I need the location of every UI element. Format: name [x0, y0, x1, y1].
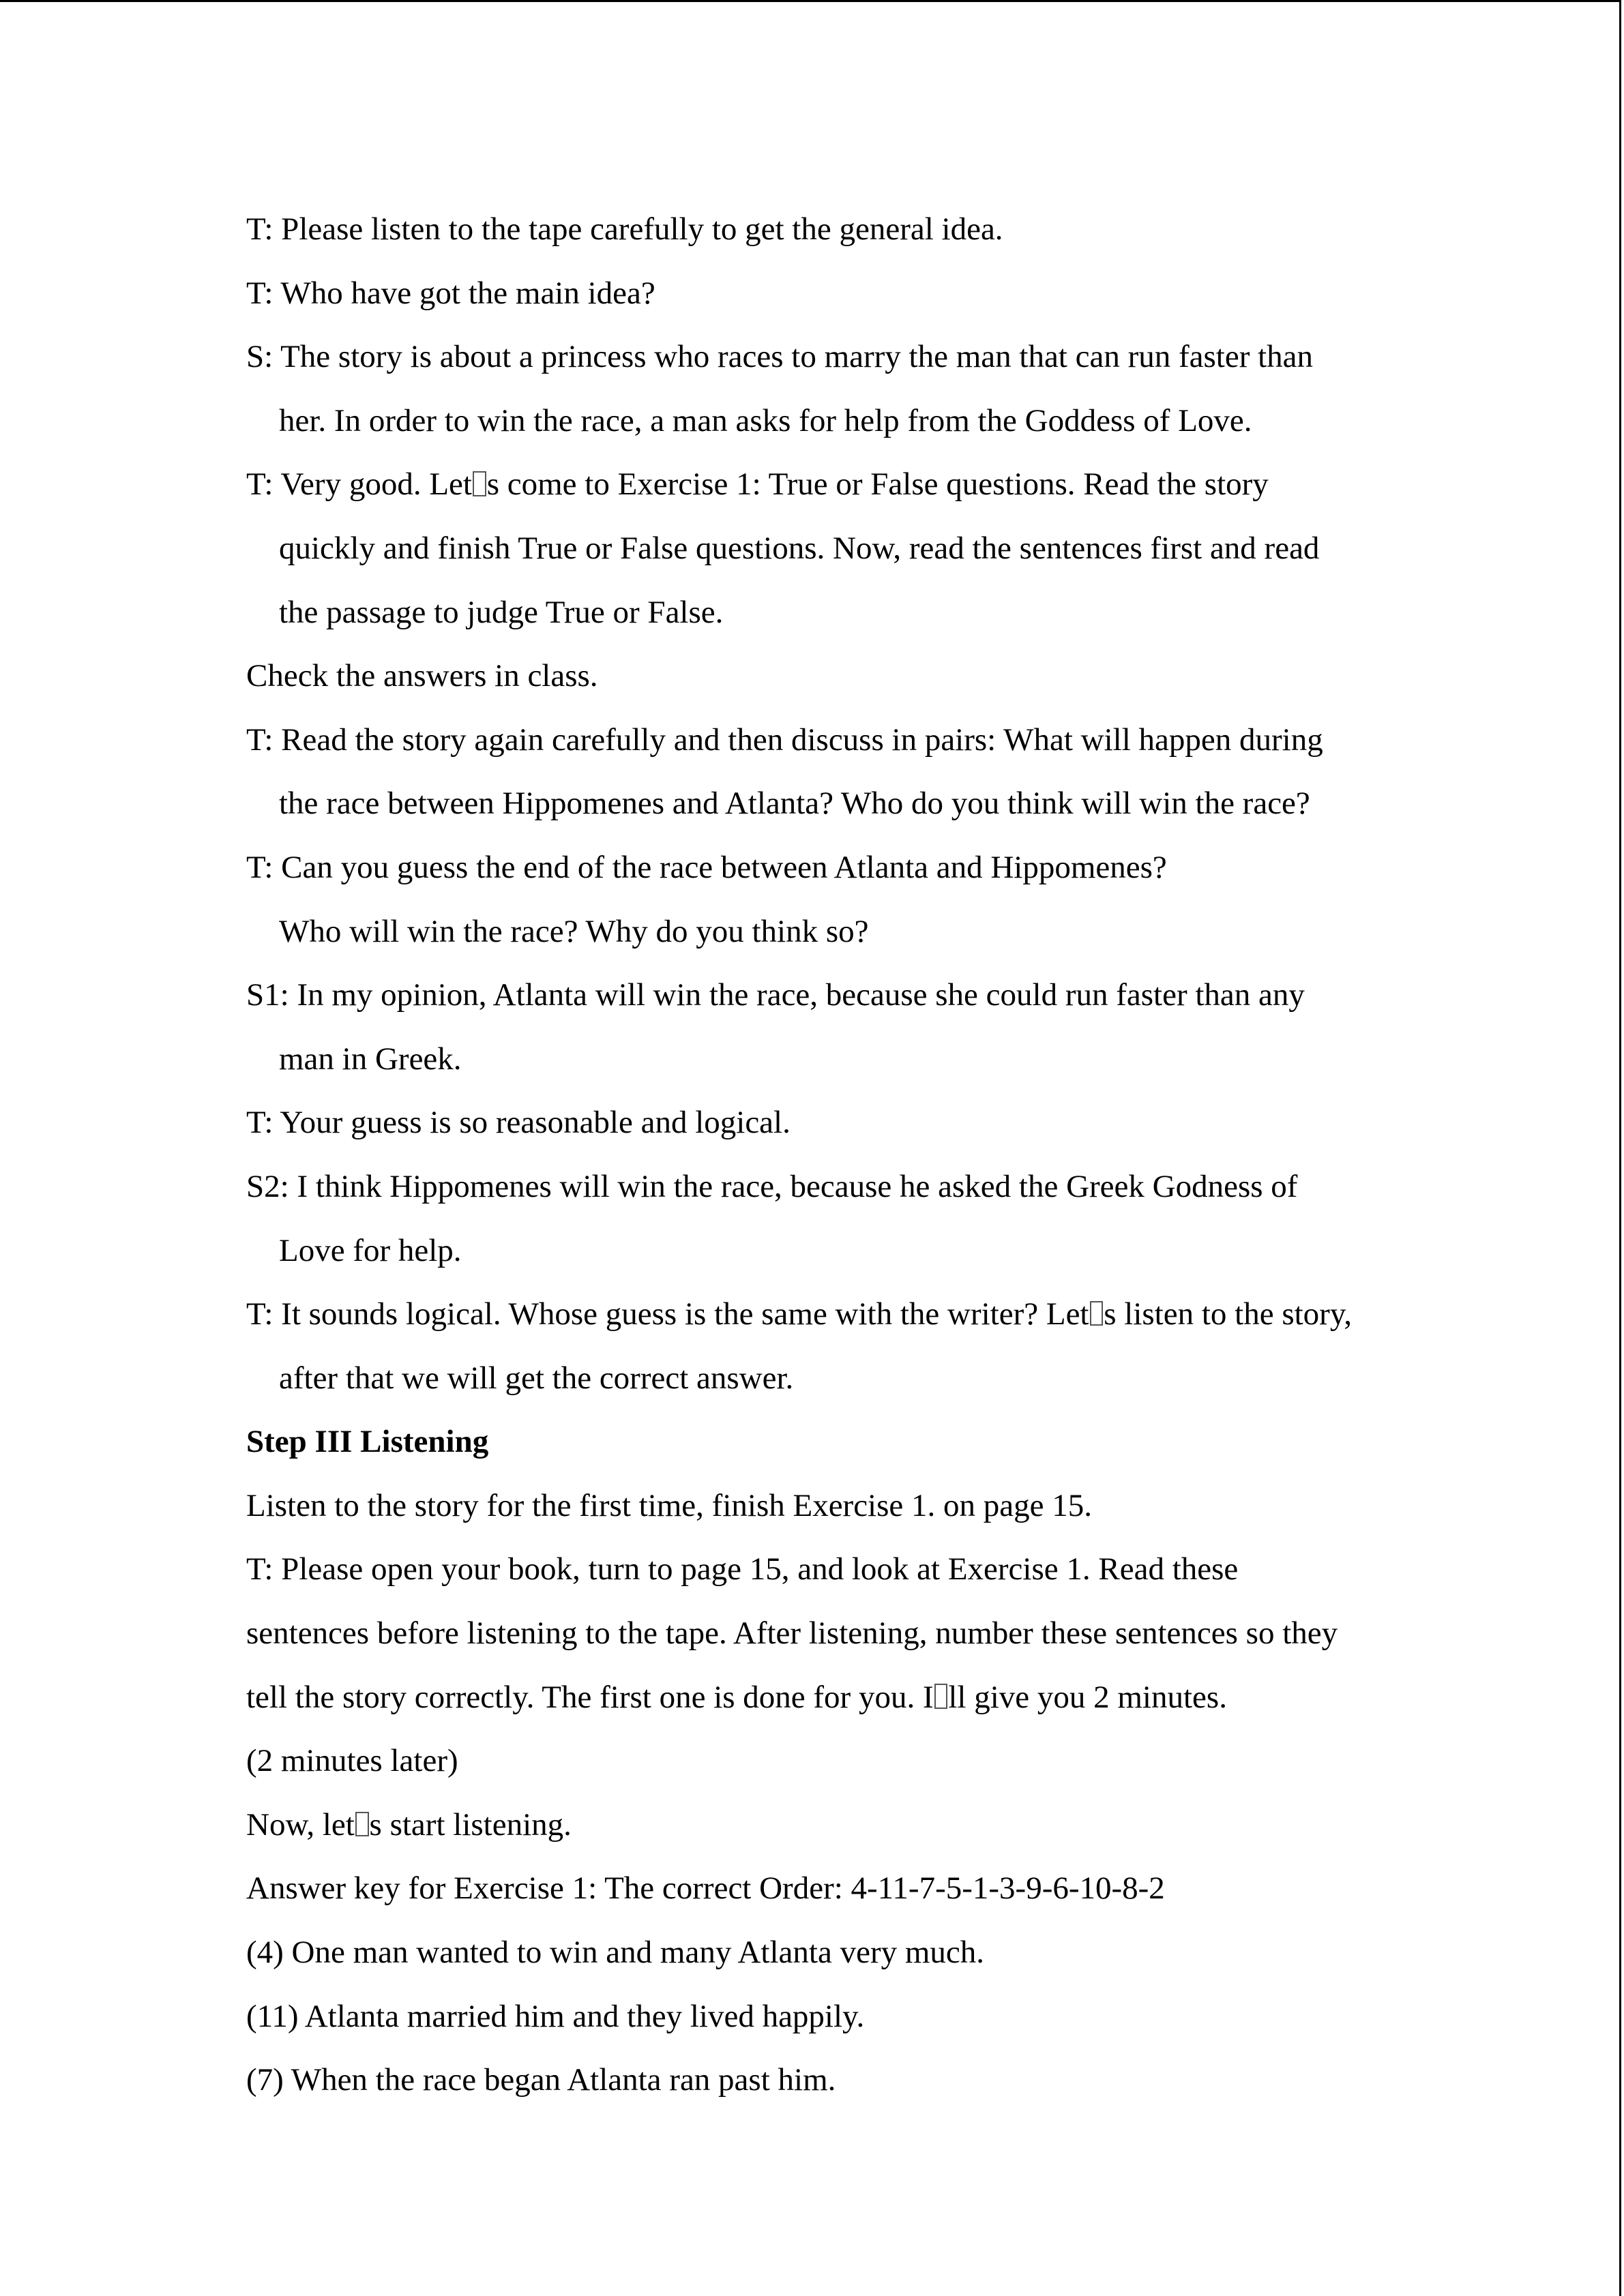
text-line: Listen to the story for the first time, finish Exercise 1. on page 15.	[246, 1487, 1092, 1523]
text-line: (4) One man wanted to win and many Atlanta very much.	[246, 1935, 985, 1971]
text-line: T: Can you guess the end of the race between Atlanta and Hippomenes?	[246, 849, 1167, 885]
text-line: Now, let s start listening.	[246, 1806, 572, 1843]
missing-glyph-box	[934, 1684, 948, 1709]
text-line: quickly and finish True or False questions. Now, read the sentences first and read	[279, 530, 1320, 566]
text-line: man in Greek.	[279, 1041, 462, 1077]
text-line: sentences before listening to the tape. After listening, number these sentences so they	[246, 1615, 1338, 1652]
text-line: the passage to judge True or False.	[279, 594, 724, 630]
text-line: Answer key for Exercise 1: The correct Order: 4-11-7-5-1-3-9-6-10-8-2	[246, 1870, 1165, 1907]
section-heading: Step III Listening	[246, 1424, 489, 1460]
text-line: the race between Hippomenes and Atlanta? Who do you think will win the race?	[279, 786, 1310, 822]
missing-glyph-box	[355, 1812, 369, 1837]
text-line: S1: In my opinion, Atlanta will win the race, because she could run faster than any	[246, 977, 1305, 1013]
text-line: T: Please listen to the tape carefully to get the general idea.	[246, 211, 1003, 247]
missing-glyph-box	[1090, 1301, 1104, 1326]
text-line: (11) Atlanta married him and they lived happily.	[246, 1998, 865, 2034]
text-line: tell the story correctly. The first one is done for you. I ll give you 2 minutes.	[246, 1679, 1227, 1715]
text-line: T: Your guess is so reasonable and logical.	[246, 1105, 791, 1141]
text-line: T: Very good. Let s come to Exercise 1: True or False questions. Read the story	[246, 466, 1269, 503]
document-body	[246, 198, 1419, 2113]
text-line: S2: I think Hippomenes will win the race, because he asked the Greek Godness of	[246, 1168, 1298, 1204]
text-line: Love for help.	[279, 1232, 462, 1268]
text-line: Check the answers in class.	[246, 658, 598, 694]
text-line: (7) When the race began Atlanta ran past him.	[246, 2062, 836, 2098]
text-line: (2 minutes later)	[246, 1743, 458, 1779]
text-line: Who will win the race? Why do you think so?	[279, 913, 869, 949]
text-line: after that we will get the correct answer.	[279, 1360, 794, 1396]
text-line: T: Please open your book, turn to page 15, and look at Exercise 1. Read these	[246, 1551, 1239, 1587]
text-line: T: Who have got the main idea?	[246, 275, 655, 311]
text-line: T: Read the story again carefully and then discuss in pairs: What will happen during	[246, 721, 1323, 758]
text-line: S: The story is about a princess who races to marry the man that can run faster than	[246, 339, 1314, 375]
missing-glyph-box	[473, 471, 486, 496]
text-line: T: It sounds logical. Whose guess is the same with the writer? Let s listen to the story,	[246, 1296, 1353, 1332]
text-line: her. In order to win the race, a man asks for help from the Goddess of Love.	[279, 402, 1252, 438]
